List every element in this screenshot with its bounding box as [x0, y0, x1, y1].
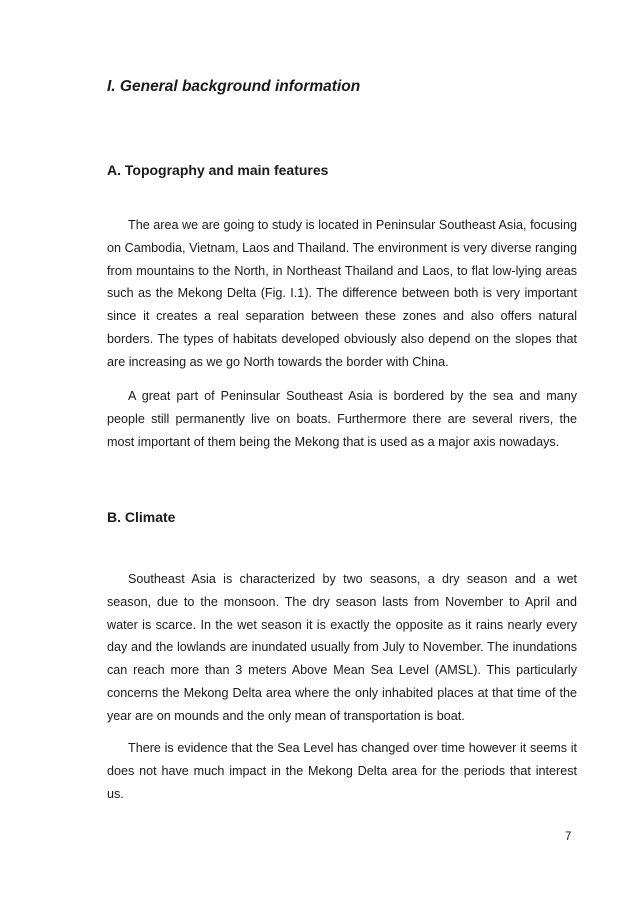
paragraph-climate-1: Southeast Asia is characterized by two seasons, a dry season and a wet season, due to the monsoon. The dry season lasts from November to April and water is scarce. In the wet season it is exactly the opposite as it rains nearly every day and the lowlands are inundated usually from July to November. The inundations can reach more than 3 meters Above Mean Sea Level (AMSL). This particularly concerns the Mekong Delta area where the only inhabited places at that time of the year are on mounds and the only mean of transportation is boat.	[107, 572, 577, 723]
paragraph-topography-1: The area we are going to study is located in Peninsular Southeast Asia, focusing on Cambodia, Vietnam, Laos and Thailand. The environment is very diverse ranging from mountains to the North, in Northeast Thailand and Laos, to flat low-lying areas such as the Mekong Delta (Fig. I.1). The difference between both is very important since it creates a real separation between these zones and also offers natural borders. The types of habitats developed obviously also depend on the slopes that are increasing as we go North towards the border with China.	[107, 218, 577, 369]
section-title: I. General background information	[107, 78, 361, 95]
subsection-heading-climate: B. Climate	[107, 509, 176, 525]
page-number: 7	[565, 831, 572, 843]
subsection-heading-topography: A. Topography and main features	[107, 162, 329, 178]
paragraph-climate-2: There is evidence that the Sea Level has changed over time however it seems it does not have much impact in the Mekong Delta area for the periods that interest us.	[107, 741, 577, 801]
paragraph-topography-2: A great part of Peninsular Southeast Asia is bordered by the sea and many people still permanently live on boats. Furthermore there are several rivers, the most important of them being the Mekong that is used as a major axis nowadays.	[107, 389, 577, 449]
